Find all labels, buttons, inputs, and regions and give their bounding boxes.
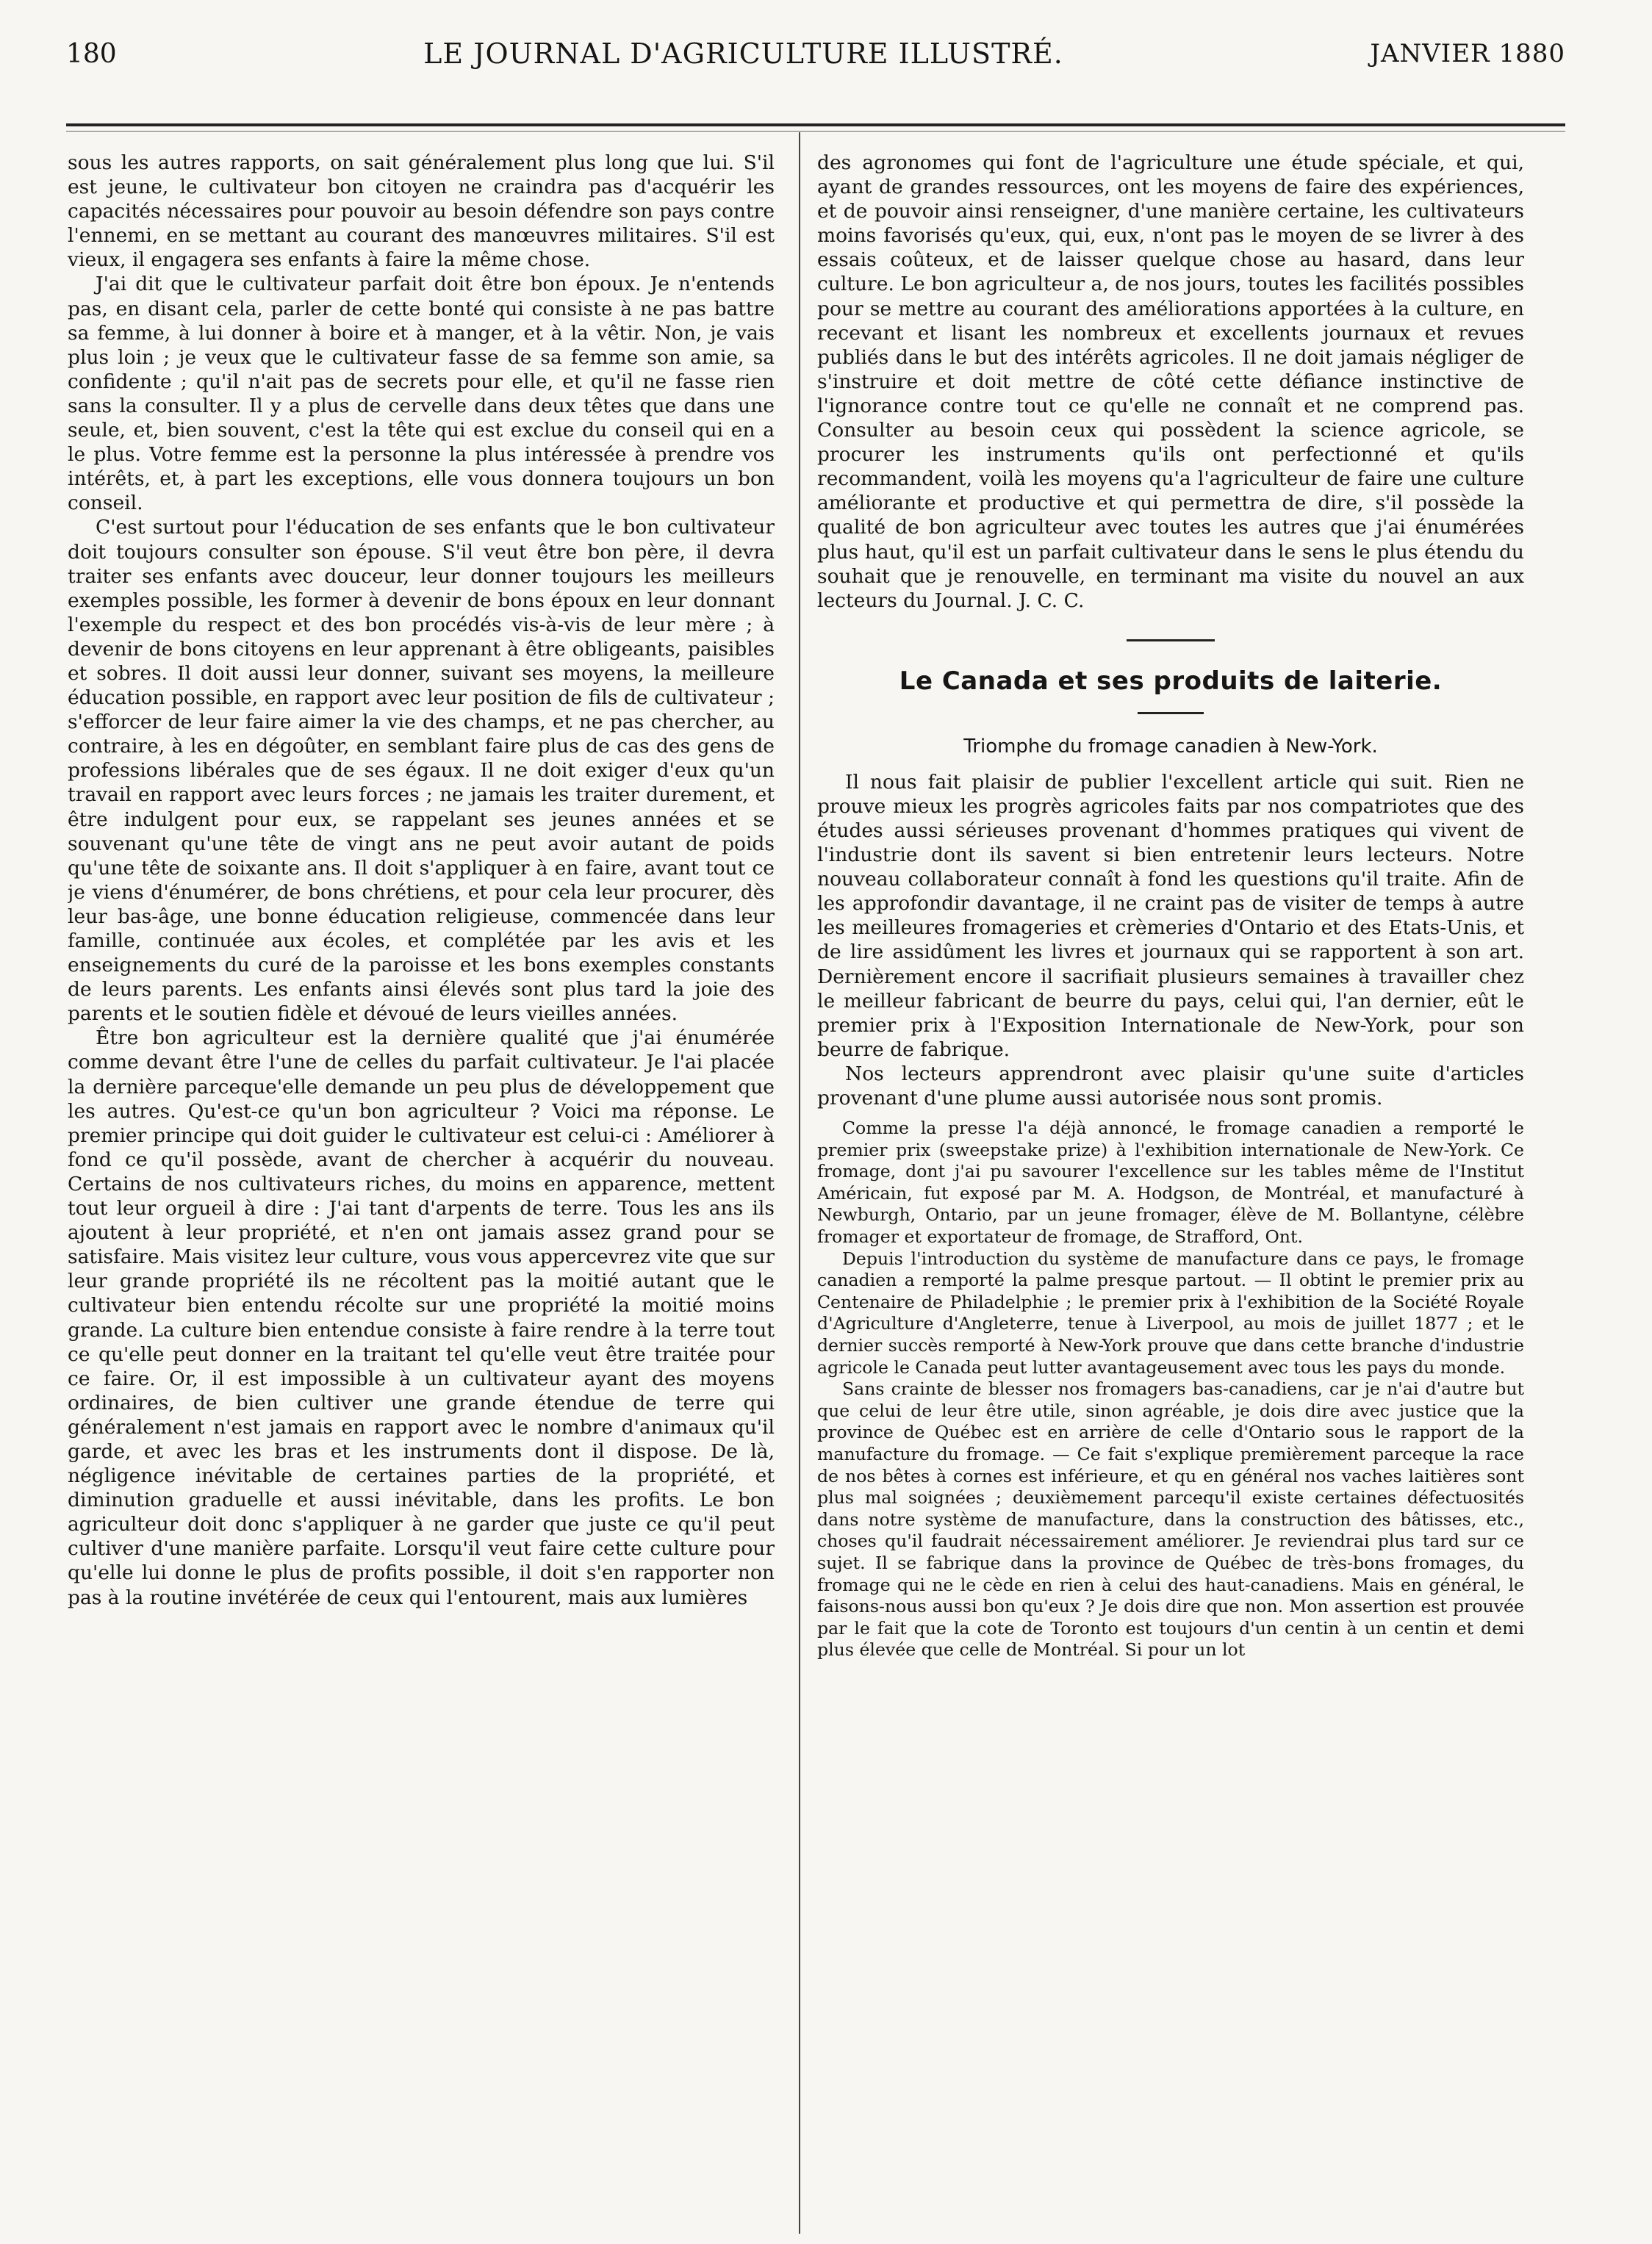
author-signature: J. C. C. [1019, 589, 1085, 612]
paragraph: Il nous fait plaisir de publier l'excellent article qui suit. Rien ne prouve mieux les progrès agricoles faits par nos compatriotes que des études aussi sérieuses provenant d'hommes pratiques qui vivent de l'industrie dont ils savent si bien entretenir leurs lecteurs. Notre nouveau collaborateur connaît à fond les questions qu'il traite. Afin de les approfondir davantage, il ne craint pas de visiter de temps à autre les meilleures fromageries et crèmeries d'Ontario et des Etats-Unis, et de lire assidûment les livres et journaux qui se rapportent à son art. Dernièrement encore il sacrifiait plusieurs semaines à travailler chez le meilleur fabricant de beurre du pays, celui qui, l'an dernier, eût le premier prix à l'Exposition Internationale de New-York, pour son beurre de fabrique. [817, 770, 1524, 1061]
paragraph-continuation [817, 151, 1524, 613]
page-number: 180 [66, 38, 117, 69]
journal-title: LE JOURNAL D'AGRICULTURE ILLUSTRÉ. [423, 37, 1063, 70]
title-divider [1138, 712, 1204, 714]
header-rule-thin [66, 131, 1565, 132]
quote-paragraph: Sans crainte de blesser nos fromagers bas-canadiens, car je n'ai d'autre but que celui de leur être utile, sinon agréable, je dois dire avec justice que la province de Québec est en arrière de celle d'Ontario sous le rapport de la manufacture du fromage. — Ce fait s'explique premièrement parceque la race de nos bêtes à cornes est inférieure, et qu en général nos vaches laitières sont plus mal soignées ; deuxièmement parcequ'il existe certaines défectuosités dans notre système de manufacture, dans la construction des bâtisses, etc., choses qu'il faudrait nécessairement améliorer. Je reviendrai plus tard sur ce sujet. Il se fabrique dans la province de Québec de très-bons fromages, du fromage qui ne le cède en rien à celui des haut-canadiens. Mais en général, le faisons-nous aussi bon qu'eux ? Je dois dire que non. Mon assertion est prouvée par le fait que la cote de Toronto est toujours d'un centin à un centin et demi plus élevée que celle de Montréal. Si pour un lot [817, 1378, 1524, 1661]
paragraph: J'ai dit que le cultivateur parfait doit être bon époux. Je n'entends pas, en disant cela, parler de cette bonté qui consiste à ne pas battre sa femme, à lui donner à boire et à manger, et à la vêtir. Non, je vais plus loin ; je veux que le cultivateur fasse de sa femme son amie, sa confidente ; qu'il n'ait pas de secrets pour elle, et qu'il ne fasse rien sans la consulter. Il y a plus de cervelle dans deux têtes que dans une seule, et, bien souvent, c'est la tête qui est exclue du conseil qui en a le plus. Votre femme est la personne la plus intéressée à prendre vos intérêts, et, à part les exceptions, elle vous donnera toujours un bon conseil. [68, 273, 775, 515]
paragraph: Être bon agriculteur est la dernière qualité que j'ai énumérée comme devant être l'une de celles du parfait cultivateur. Je l'ai placée la dernière parceque'elle demande un peu plus de développement que les autres. Qu'est-ce qu'un bon agriculteur ? Voici ma réponse. Le premier principe qui doit guider le cultivateur est celui-ci : Améliorer à fond ce qu'il possède, avant de chercher à acquérir du nouveau. Certains de nos cultivateurs riches, du moins en apparence, mettent tout leur orgueil à dire : J'ai tant d'arpents de terre. Tous les ans ils ajoutent à leur propriété, et n'en ont jamais assez grand pour se satisfaire. Mais visitez leur culture, vous vous appercevrez vite que sur leur grande propriété ils ne récoltent pas la moitié autant que le cultivateur bien entendu récolte sur une propriété la moitié moins grande. La culture bien entendue consiste à faire rendre à la terre tout ce qu'elle peut donner en la traitant tel qu'elle veut être traitée pour ce faire. Or, il est impossible à un cultivateur ayant des moyens ordinaires, de bien cultiver une grande étendue de terre qui généralement n'est jamais en rapport avec le nombre d'animaux qu'il garde, et avec les bras et les instruments dont il dispose. De là, négligence inévitable de certaines parties de la propriété, et diminution graduelle et aussi inévitable, dans les profits. Le bon agriculteur doit donc s'appliquer à ne garder que juste ce qu'il peut cultiver d'une manière parfaite. Lorsqu'il veut faire cette culture pour qu'elle lui donne le plus de profits possible, il doit s'en rapporter non pas à la routine invétérée de ceux qui l'entourent, mais aux lumières [68, 1026, 775, 1609]
quote-paragraph: Depuis l'introduction du système de manufacture dans ce pays, le fromage canadien a remporté la palme presque partout. — Il obtint le premier prix au Centenaire de Philadelphie ; le premier prix à l'exhibition de la Société Royale d'Agriculture d'Angleterre, tenue à Liverpool, au mois de juillet 1877 ; et le dernier succès remporté à New-York prouve que dans cette branche d'industrie agricole le Canada peut lutter avantageusement avec tous les pays du monde. [817, 1248, 1524, 1378]
paragraph: sous les autres rapports, on sait généralement plus long que lui. S'il est jeune, le cultivateur bon citoyen ne craindra pas d'acquérir les capacités nécessaires pour pouvoir au besoin défendre son pays contre l'ennemi, en se mettant au courant des manœuvres militaires. S'il est vieux, il engagera ses enfants à faire la même chose. [68, 151, 775, 272]
article-subtitle: Triomphe du fromage canadien à New-York. [963, 735, 1378, 758]
paragraph: Nos lecteurs apprendront avec plaisir qu'une suite d'articles provenant d'une plume aussi autorisée nous sont promis. [817, 1062, 1524, 1110]
section-divider [1127, 639, 1215, 641]
quote-paragraph: Comme la presse l'a déjà annoncé, le fromage canadien a remporté le premier prix (sweepstake prize) à l'exhibition internationale de New-York. Ce fromage, dont j'ai pu savourer l'excellence sur les tables même de l'Institut Américain, fut exposé par M. A. Hodgson, de Montréal, et manufacturé à Newburgh, Ontario, par un jeune fromager, élève de M. Bollantyne, célèbre fromager et exportateur de fromage, de Strafford, Ont. [817, 1118, 1524, 1248]
paragraph: C'est surtout pour l'éducation de ses enfants que le bon cultivateur doit toujours consulter son épouse. S'il veut être bon père, il devra traiter ses enfants avec douceur, leur donner toujours les meilleurs exemples possible, les former à devenir de bons époux en leur donnant l'exemple du respect et des bon procédés vis-à-vis de leur mère ; à devenir de bons citoyens en leur apprenant à être obligeants, paisibles et sobres. Il doit aussi leur donner, suivant ses moyens, la meilleure éducation possible, en rapport avec leur position de fils de cultivateur ; s'efforcer de leur faire aimer la vie des champs, et ne pas chercher, au contraire, à les en dégoûter, en semblant faire plus de cas des gens de professions libérales que de ses égaux. Il ne doit exiger d'eux qu'un travail en rapport avec leurs forces ; ne jamais les traiter durement, et être indulgent pour eux, se rappelant ses jeunes années et se souvenant qu'une tête de vingt ans ne peut avoir autant de poids qu'une tête de soixante ans. Il doit s'appliquer à en faire, avant tout ce je viens d'énumérer, de bons chrétiens, et pour cela leur procurer, dès leur bas-âge, une bonne éducation religieuse, commencée dans leur famille, continuée aux écoles, et complétée par les avis et les enseignements du curé de la paroisse et les bons exemples constants de leurs parents. Les enfants ainsi élevés sont plus tard la joie des parents et le soutien fidèle et dévoué de leurs vieilles années. [68, 516, 775, 1026]
continuation-text: des agronomes qui font de l'agriculture une étude spéciale, et qui, ayant de grandes ressources, ont les moyens de faire des expériences, et de pouvoir ainsi renseigner, d'une manière certaine, les cultivateurs moins favorisés qu'eux, qui, eux, n'ont pas le moyen de se livrer à des essais coûteux, et de laisser quelque chose au hasard, dans leur culture. Le bon agriculteur a, de nos jours, toutes les facilités possibles pour se mettre au courant des améliorations apportées à la culture, en recevant et lisant les nombreux et excellents journaux et revues publiés dans le but des intérêts agricoles. Il ne doit jamais négliger de s'instruire et doit mettre de côté cette défiance instinctive de l'ignorance contre tout ce qu'elle ne connaît et ne comprend pas. Consulter au besoin ceux qui possèdent la science agricole, se procurer les instruments qu'ils ont perfectionné et qu'ils recommandent, voilà les moyens qu'a l'agriculteur de faire une culture améliorante et productive et qui permettra de dire, s'il possède la qualité de bon agriculteur avec toutes les autres que j'ai énumérées plus haut, qu'il est un parfait cultivateur dans le sens le plus étendu du souhait que je renouvelle, en terminant ma visite du nouvel an aux lecteurs du Journal. [817, 151, 1524, 612]
column-divider [799, 132, 800, 2234]
page-header [66, 28, 1565, 79]
header-rule [66, 123, 1565, 126]
article-title: Le Canada et ses produits de laiterie. [899, 666, 1443, 696]
left-column [68, 151, 775, 2230]
issue-date: JANVIER 1880 [1370, 39, 1565, 68]
right-column [817, 151, 1524, 2230]
quoted-article [817, 1118, 1524, 1661]
